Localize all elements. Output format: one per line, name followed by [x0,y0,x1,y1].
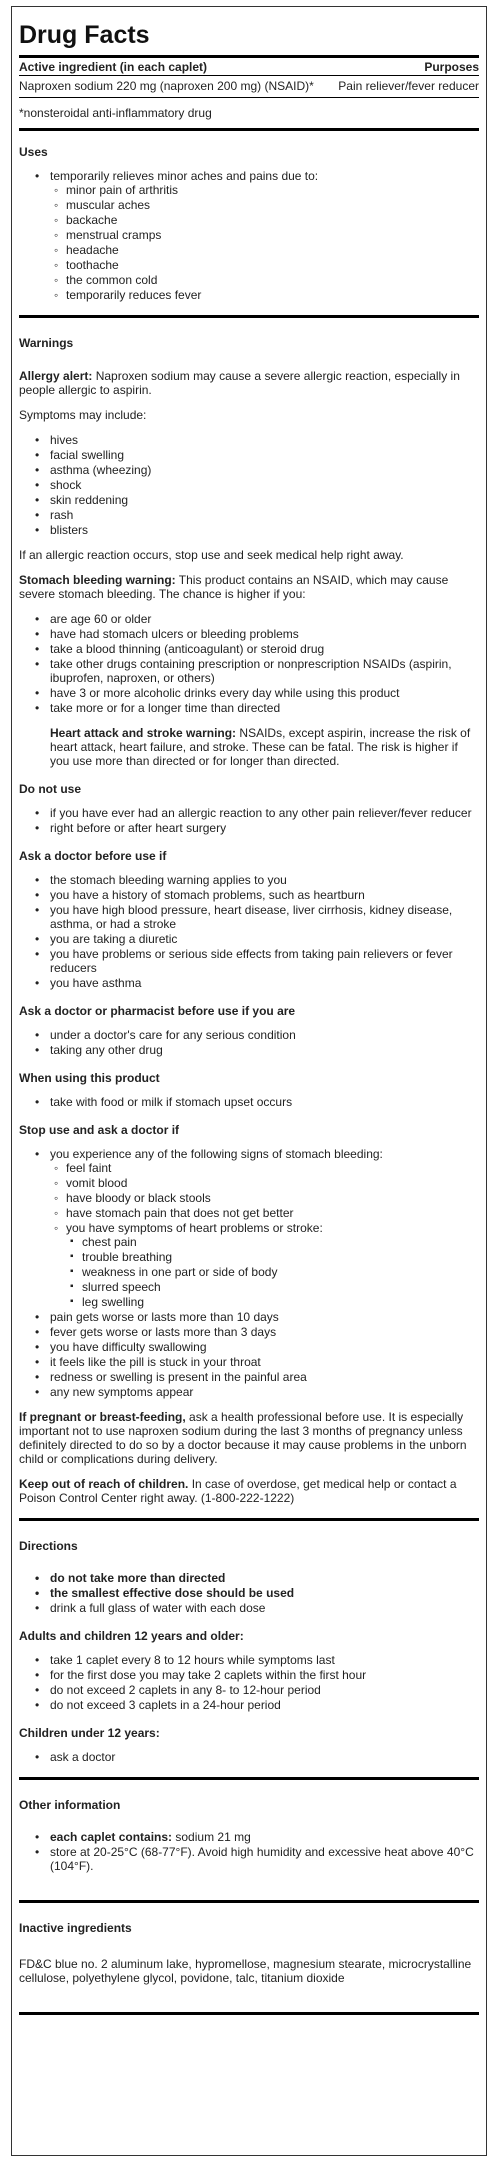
list-item: • the smallest effective dose should be used [19,1586,479,1600]
page-title: Drug Facts [19,21,150,49]
active-ingredient-row [19,76,479,97]
adults-list [19,1653,479,1712]
list-item: • you have asthma [19,976,479,990]
list-item: • take a blood thinning (anticoagulant) or steroid drug [19,642,479,656]
children-heading: Children under 12 years: [19,1726,160,1740]
list-item: • you have problems or serious side effects from taking pain relievers or fever reducers [19,947,479,975]
list-item: ◦ muscular aches [50,198,479,212]
list-item: ◦ temporarily reduces fever [50,288,479,302]
stomach-signs-sublist [50,1161,479,1309]
list-item: • take 1 caplet every 8 to 12 hours while symptoms last [19,1653,479,1667]
divider [19,1518,479,1521]
list-item: • the stomach bleeding warning applies to you [19,873,479,887]
allergy-stop-text: If an allergic reaction occurs, stop use and seek medical help right away. [19,548,404,562]
list-item: • do not exceed 2 caplets in any 8- to 12-hour period [19,1683,479,1697]
list-item: • drink a full glass of water with each dose [19,1601,479,1615]
inactive-ingredients-text: FD&C blue no. 2 aluminum lake, hypromellose, magnesium stearate, microcrystalline cellulose, polyethylene glycol, povidone, talc, titanium dioxide [19,1957,472,1985]
when-using-list [19,1095,479,1109]
ingredient-name: Naproxen sodium 220 mg (naproxen 200 mg) (NSAID)* [19,79,314,93]
divider [19,2012,479,2015]
ingredient-footnote: *nonsteroidal anti-inflammatory drug [19,106,212,120]
do-not-use-heading: Do not use [19,782,81,796]
drug-facts-panel [11,6,487,2156]
list-item: ◦ headache [50,243,479,257]
list-item: • right before or after heart surgery [19,821,479,835]
list-item: • you have difficulty swallowing [19,1340,479,1354]
list-item: ◦ vomit blood [50,1176,479,1190]
list-item: • if you have ever had an allergic reaction to any other pain reliever/fever reducer [19,806,479,820]
list-item: • are age 60 or older [19,612,479,626]
uses-list [19,169,479,302]
active-ingredient-header [19,58,479,75]
list-item: • store at 20-25°C (68-77°F). Avoid high humidity and excessive heat above 40°C (104°F). [19,1845,479,1873]
symptoms-list [19,433,479,537]
other-information-heading: Other information [19,1798,121,1812]
list-item: • skin reddening [19,493,479,507]
other-information-list [19,1830,479,1873]
inactive-ingredients-heading: Inactive ingredients [19,1921,132,1935]
list-item: ◦ menstrual cramps [50,228,479,242]
divider [19,315,479,318]
list-item: • fever gets worse or lasts more than 3 days [19,1325,479,1339]
list-item: • under a doctor's care for any serious condition [19,1028,479,1042]
list-item: ▪ trouble breathing [66,1250,479,1264]
uses-section [19,145,479,315]
ask-pharmacist-list [19,1028,479,1057]
other-information-section [19,1798,479,1886]
active-ingredient-heading: Active ingredient (in each caplet) [19,60,208,74]
list-item: • have 3 or more alcoholic drinks every day while using this product [19,686,479,700]
stomach-bleeding-list [19,612,479,715]
directions-heading: Directions [19,1539,78,1553]
list-item: • facial swelling [19,448,479,462]
list-item: ◦ minor pain of arthritis [50,183,479,197]
divider [19,1900,479,1903]
list-item: • shock [19,478,479,492]
list-item: • have had stomach ulcers or bleeding problems [19,627,479,641]
list-item: ◦ the common cold [50,273,479,287]
do-not-use-list [19,806,479,835]
stomach-bleeding-warning: Stomach bleeding warning: This product contains an NSAID, which may cause severe stomach bleeding. The chance is higher if you: [19,573,449,601]
divider [19,128,479,131]
inactive-ingredients-section [19,1921,479,1998]
list-item: ▪ leg swelling [66,1295,479,1309]
directions-section [19,1539,479,1777]
list-item: ▪ weakness in one part or side of body [66,1265,479,1279]
list-item: ◦ have stomach pain that does not get better [50,1206,479,1220]
list-item: ◦ feel faint [50,1161,479,1175]
list-item: • hives [19,433,479,447]
list-item: ◦ you have symptoms of heart problems or stroke: ▪ chest pain ▪ trouble breathing ▪ weakness in one part or side of body ▪ slurred speech ▪ leg swelling [50,1221,479,1309]
stop-use-heading: Stop use and ask a doctor if [19,1123,180,1137]
ingredient-purpose: Pain reliever/fever reducer [338,79,479,93]
list-item: • for the first dose you may take 2 caplets within the first hour [19,1668,479,1682]
directions-list [19,1571,479,1615]
list-item: • rash [19,508,479,522]
list-item: • temporarily relieves minor aches and pains due to: ◦ minor pain of arthritis ◦ muscular aches ◦ backache ◦ menstrual cramps ◦ headache ◦ toothache ◦ the common cold ◦ temporarily reduces fever [19,169,479,302]
list-item: • taking any other drug [19,1043,479,1057]
list-item: • asthma (wheezing) [19,463,479,477]
list-item: • pain gets worse or lasts more than 10 days [19,1310,479,1324]
list-item: ◦ backache [50,213,479,227]
list-item: • redness or swelling is present in the painful area [19,1370,479,1384]
adults-heading: Adults and children 12 years and older: [19,1629,244,1643]
ask-doctor-list [19,873,479,990]
warnings-section [19,336,479,1518]
when-using-heading: When using this product [19,1071,160,1085]
list-item: • you have high blood pressure, heart disease, liver cirrhosis, kidney disease, asthma, or had a stroke [19,903,479,931]
list-item: • do not take more than directed [19,1571,479,1585]
allergy-alert: Allergy alert: Naproxen sodium may cause a severe allergic reaction, especially in people allergic to aspirin. [19,369,460,397]
warnings-heading: Warnings [19,336,74,350]
keep-out-of-reach: Keep out of reach of children. In case of overdose, get medical help or contact a Poison Control Center right away. (1-800-222-1222) [19,1477,457,1505]
list-item: • take more or for a longer time than directed [19,701,479,715]
children-list [19,1750,479,1764]
list-item: • each caplet contains: sodium 21 mg [19,1830,479,1844]
ask-pharmacist-heading: Ask a doctor or pharmacist before use if you are [19,1004,296,1018]
list-item: • you are taking a diuretic [19,932,479,946]
uses-heading: Uses [19,145,48,159]
symptoms-intro: Symptoms may include: [19,408,147,422]
list-item: • blisters [19,523,479,537]
list-item: ▪ slurred speech [66,1280,479,1294]
list-item: • take with food or milk if stomach upset occurs [19,1095,479,1109]
list-item: • you have a history of stomach problems, such as heartburn [19,888,479,902]
list-item: ◦ have bloody or black stools [50,1191,479,1205]
list-item: • do not exceed 3 caplets in a 24-hour period [19,1698,479,1712]
uses-sublist [50,183,479,302]
stop-use-list [19,1147,479,1399]
list-item: • take other drugs containing prescription or nonprescription NSAIDs (aspirin, ibuprofen, naproxen, or others) [19,657,479,685]
list-item: • you experience any of the following signs of stomach bleeding: ◦ feel faint ◦ vomit blood ◦ have bloody or black stools ◦ have stomach pain that does not get better ◦ you have symptoms of heart problems or stroke: ▪ chest pain ▪ trouble breathing ▪ weakness in one part or side of body ▪ slurred speech ▪ leg swelling [19,1147,479,1309]
heart-signs-sublist [66,1235,479,1309]
list-item: • it feels like the pill is stuck in your throat [19,1355,479,1369]
list-item: ◦ toothache [50,258,479,272]
purposes-heading: Purposes [424,60,479,74]
heart-attack-warning: Heart attack and stroke warning: NSAIDs, except aspirin, increase the risk of heart attack, heart failure, and stroke. These can be fatal. The risk is higher if you use more than directed or for longer than directed. [50,726,471,768]
pregnancy-warning: If pregnant or breast-feeding, ask a health professional before use. It is especially important not to use naproxen sodium during the last 3 months of pregnancy unless definitely directed to do so by a doctor because it may cause problems in the unborn child or complications during delivery. [19,1410,467,1466]
divider [19,1777,479,1780]
list-item: • ask a doctor [19,1750,479,1764]
list-item: • any new symptoms appear [19,1385,479,1399]
ask-doctor-heading: Ask a doctor before use if [19,849,167,863]
list-item: ▪ chest pain [66,1235,479,1249]
